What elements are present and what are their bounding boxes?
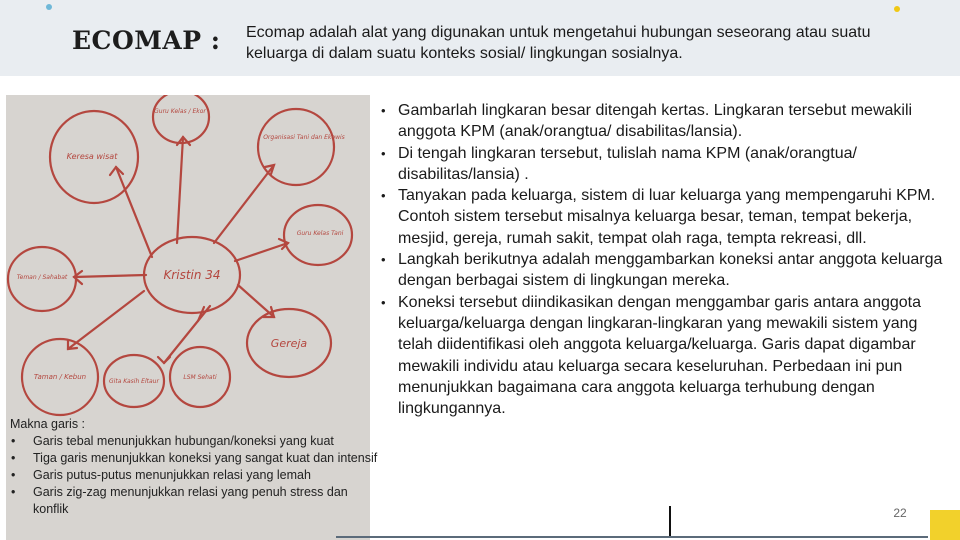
ecomap-node-label: LSM Sehati [183, 374, 217, 381]
ecomap-node [153, 95, 209, 143]
ecomap-node-label: Organisasi Tani dan Ekowis [263, 134, 345, 141]
ecomap-center-label: Kristin 34 [163, 268, 221, 282]
line-meaning-legend [10, 416, 378, 518]
ecomap-node-label: Taman / Kebun [33, 373, 87, 381]
slide-header [0, 0, 960, 76]
ecomap-node-label: Gereja [270, 337, 308, 350]
ecomap-node-label: Teman / Sahabat [16, 274, 68, 281]
ecomap-spoke [164, 306, 210, 363]
slide-description: Ecomap adalah alat yang digunakan untuk mengetahui hubungan seseorang atau suatu keluarga di dalam suatu konteks sosial/ lingkungan sosialnya. [246, 24, 871, 62]
instruction-item: • Di tengah lingkaran tersebut, tulislah nama KPM (anak/orangtua/ disabilitas/lansia) . [376, 143, 946, 186]
page-number: 22 [893, 506, 907, 520]
legend-title: Makna garis : [10, 417, 86, 431]
vertical-mark [669, 506, 671, 538]
instruction-item: • Gambarlah lingkaran besar ditengah kertas. Lingkaran tersebut mewakili anggota KPM (anak/orangtua/ disabilitas/lansia). [376, 100, 946, 143]
footer-accent-box [930, 510, 960, 540]
instruction-item: • Langkah berikutnya adalah menggambarkan koneksi antar anggota keluarga dengan berbagai sistem di lingkungan mereka. [376, 249, 946, 292]
legend-item: • Tiga garis menunjukkan koneksi yang sangat kuat dan intensif [10, 450, 378, 467]
ecomap-node [258, 109, 334, 185]
ecomap-spoke [235, 243, 288, 261]
ecomap-spoke [68, 291, 144, 349]
ecomap-spoke [116, 167, 152, 257]
legend-item: • Garis zig-zag menunjukkan relasi yang penuh stress dan konflik [10, 484, 378, 518]
corner-dot-icon [46, 4, 52, 10]
instruction-item: • Tanyakan pada keluarga, sistem di luar keluarga yang mempengaruhi KPM. Contoh sistem tersebut misalnya keluarga besar, teman, tempat bekerja, mesjid, gereja, rumah sakit, tempat olah raga, tempta rekreasi, dll. [376, 185, 946, 249]
arrow-head [158, 357, 170, 363]
instruction-list [376, 100, 946, 419]
ecomap-spoke [74, 275, 146, 277]
legend-item: • Garis tebal menunjukkan hubungan/koneksi yang kuat [10, 433, 378, 450]
footer-line [336, 536, 928, 538]
slide-title: ECOMAP : [72, 26, 221, 55]
ecomap-spoke [177, 137, 183, 243]
ecomap-node-label: Guru Kelas Tani [296, 230, 344, 237]
legend-item: • Garis putus-putus menunjukkan relasi yang lemah [10, 467, 378, 484]
ecomap-node-label: Keresa wisat [66, 152, 118, 161]
instruction-item: • Koneksi tersebut diindikasikan dengan menggambar garis antara anggota keluarga/keluarga dengan lingkaran-lingkaran yang mewakili sistem yang telah diidentifikasi oleh anggota keluarga/keluarga. Garis dapat digambar mewakili individu atau keluarga secara keseluruhan. Perbedaan ini pun menunjukkan bagaimana cara anggota keluarga terhubung dengan lingkungannya. [376, 292, 946, 420]
ecomap-spoke [214, 165, 274, 243]
corner-dot-icon [894, 6, 900, 12]
ecomap-node-label: Guru Kelas / Ekor [154, 108, 206, 115]
ecomap-node-label: Gita Kasih Eltaur [109, 378, 159, 385]
